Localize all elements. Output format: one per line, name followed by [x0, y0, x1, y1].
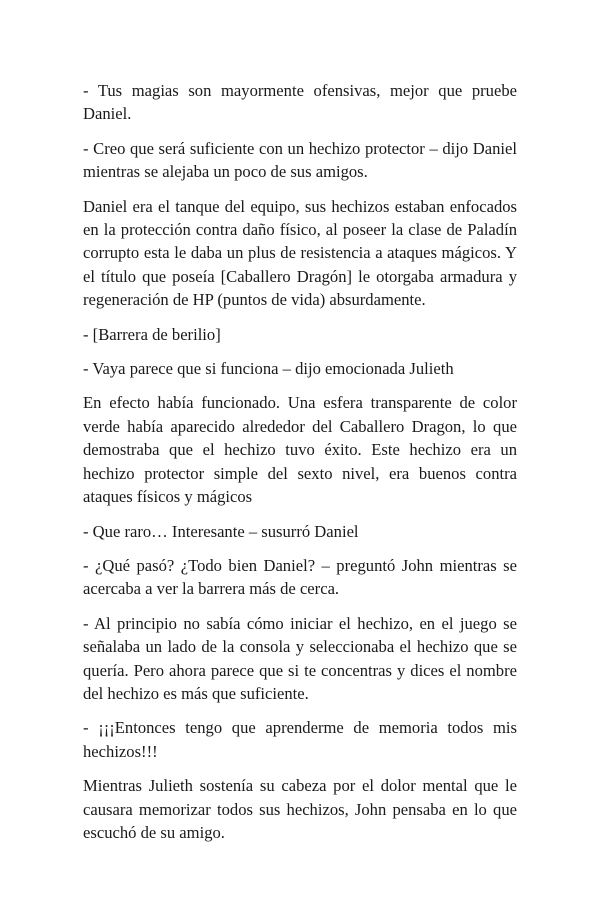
paragraph-9: - Al principio no sabía cómo iniciar el hechizo, en el juego se señalaba un lado de la consola y seleccionaba el hechizo que se quería. Pero ahora parece que si te concentras y dices el nombre del hechizo es más que suficiente. — [83, 613, 517, 703]
paragraph-5: - Vaya parece que si funciona – dijo emocionada Julieth — [83, 359, 454, 379]
paragraph-2: - Creo que será suficiente con un hechizo protector – dijo Daniel mientras se alejaba un poco de sus amigos. — [83, 138, 517, 182]
paragraph-7: - Que raro… Interesante – susurró Daniel — [83, 521, 359, 541]
paragraph-4: - [Barrera de berilio] — [83, 324, 221, 344]
paragraph-10: - ¡¡¡Entonces tengo que aprenderme de memoria todos mis hechizos!!! — [83, 718, 517, 761]
paragraph-3: Daniel era el tanque del equipo, sus hechizos estaban enfocados en la protección contra daño físico, al poseer la clase de Paladín corrupto esta le daba un plus de resistencia a ataques mágicos. Y el título que poseía [Caballero Dragón] le otorgaba armadura y regeneración de HP (puntos de vida) absurdamente. — [83, 196, 517, 310]
page-body — [83, 79, 517, 855]
paragraph-6: En efecto había funcionado. Una esfera transparente de color verde había aparecido alrededor del Caballero Dragon, lo que demostraba que el hechizo tuvo éxito. Este hechizo era un hechizo protector simple del sexto nivel, era buenos contra ataques físicos y mágicos — [83, 393, 517, 507]
paragraph-11: Mientras Julieth sostenía su cabeza por el dolor mental que le causara memorizar todos sus hechizos, John pensaba en lo que escuchó de su amigo. — [83, 776, 517, 842]
paragraph-1: - Tus magias son mayormente ofensivas, mejor que pruebe Daniel. — [83, 81, 517, 124]
paragraph-8: - ¿Qué pasó? ¿Todo bien Daniel? – preguntó John mientras se acercaba a ver la barrera más de cerca. — [83, 555, 517, 599]
